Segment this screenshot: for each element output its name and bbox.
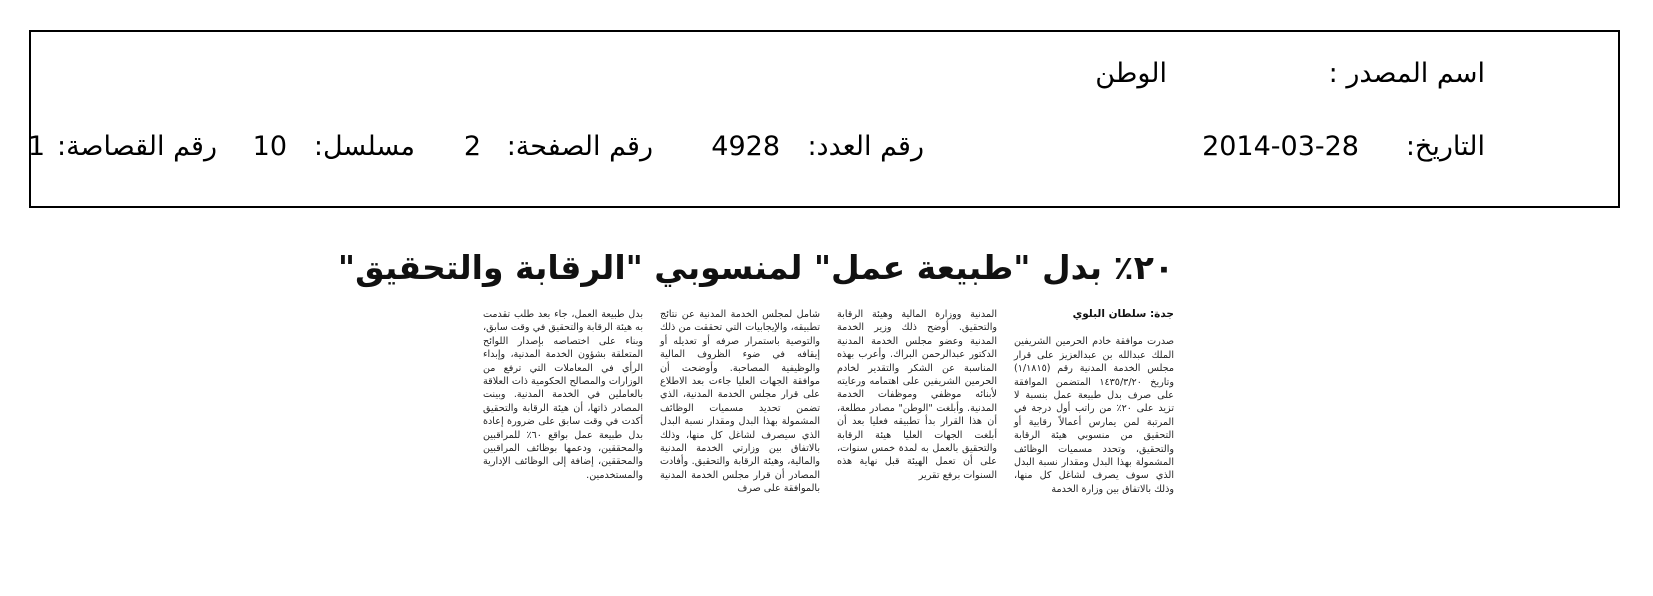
article-column-4 [483,308,643,563]
meta-row [27,127,1618,167]
article-column-2-text: المدنية ووزارة المالية وهيئة الرقابة والتحقيق. أوضح ذلك وزير الخدمة المدنية وعضو مجلس الخدمة المدنية الدكتور عبدالرحمن البراك. وأعرب بهذه المناسبة عن الشكر والتقدير لخادم الحرمين الشريفين على اهتمامه ورعايته لأبنائه موظفي وموظفات الخدمة المدنية. وأبلغت "الوطن" مصادر مطلعة، أن هذا القرار بدأ تطبيقه فعليا بعد أن أبلغت الجهات العليا هيئة الرقابة والتحقيق بالعمل به لمدة خمس سنوات، على أن تعمل الهيئة قبل نهاية هذه السنوات برفع تقرير [837,309,997,481]
newspaper-clipping [337,238,1182,566]
article-column-1 [1014,308,1174,563]
article-column-2 [837,308,997,563]
article-column-3-text: شامل لمجلس الخدمة المدنية عن نتائج تطبيقه، والإيجابيات التي تحققت من ذلك والتوصية باستمرار صرفه أو تعديله أو إيقافه في ضوء الظروف المالية والوظيفية المصاحبة. وأوضحت أن موافقة الجهات العليا جاءت بعد الاطلاع على قرار مجلس الخدمة المدنية، الذي تضمن تحديد مسميات الوظائف المشمولة بهذا البدل ومقدار نسبة البدل الذي سيصرف لشاغل كل منها، وذلك بالاتفاق بين وزارتي الخدمة المدنية والمالية، وهيئة الرقابة والتحقيق. وأفادت المصادر أن قرار مجلس الخدمة المدنية بالموافقة على صرف [660,309,820,495]
source-row [31,54,1618,94]
source-label: اسم المصدر : [1328,58,1485,89]
source-value: الوطن [1095,58,1167,89]
clipping-info-box [29,30,1620,208]
article-column-1-text: صدرت موافقة خادم الحرمين الشريفين الملك عبدالله بن عبدالعزيز على قرار مجلس الخدمة المدنية رقم (١/١٨١٥) وتاريخ ١٤٣٥/٣/٢٠ المتضمن الموافقة على صرف بدل طبيعة عمل بنسبة لا تزيد على ٢٠٪ من راتب أول درجة في المرتبة لمن يمارس أعمالاً رقابية أو التحقيق من منسوبي هيئة الرقابة والتحقيق، وتحدد مسميات الوظائف المشمولة بهذا البدل ومقدار نسبة البدل الذي سوف يصرف لشاغل كل منها، وذلك بالاتفاق بين وزارة الخدمة [1014,336,1175,495]
page-value: 2 [463,131,481,162]
clip-number-label: رقم القصاصة: [56,131,217,162]
article-headline: ٢٠٪ بدل "طبيعة عمل" لمنسوبي "الرقابة والتحقيق" [337,248,1174,287]
clip-number-value: 1 [27,131,45,162]
serial-value: 10 [252,131,287,162]
page-label: رقم الصفحة: [506,131,653,162]
date-label: التاريخ: [1405,131,1485,162]
article-column-3 [660,308,820,563]
issue-value: 4928 [711,131,780,162]
serial-label: مسلسل: [313,131,415,162]
date-value: 2014-03-28 [1202,131,1359,162]
article-column-4-text: بدل طبيعة العمل، جاء بعد طلب تقدمت به هيئة الرقابة والتحقيق في وقت سابق، وبناء على اختصاصه بإصدار اللوائح المتعلقة بشؤون الخدمة المدنية، وإبداء الرأي في المعاملات التي ترفع من الوزارات والمصالح الحكومية ذات العلاقة بالعاملين في الخدمة المدنية. وبينت المصادر ذاتها، أن هيئة الرقابة والتحقيق أكدت في وقت سابق على ضرورة إعادة بدل طبيعة عمل بواقع ٦٠٪ للمراقبين والمحققين، ودعمها بوظائف المراقبين والمحققين، إضافة إلى الوظائف الإدارية والمستخدمين. [483,309,643,481]
issue-label: رقم العدد: [807,131,924,162]
article-byline: جدة: سلطان البلوي [1072,308,1174,320]
